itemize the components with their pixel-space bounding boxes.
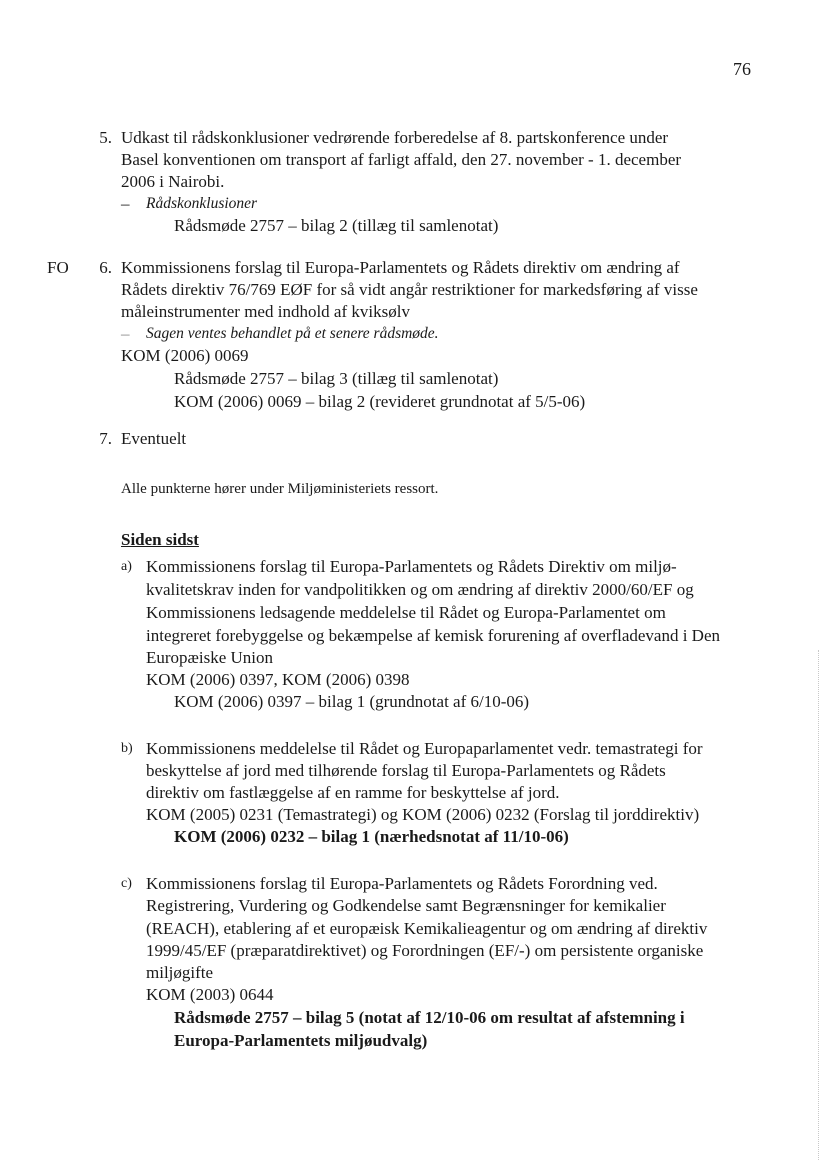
item-b-line-2: beskyttelse af jord med tilhørende forslag til Europa-Parlamentets og Rådets — [146, 761, 666, 780]
item-5-line-1: Udkast til rådskonklusioner vedrørende forberedelse af 8. partskonference under — [121, 128, 669, 147]
item-c-letter: c) — [121, 876, 132, 891]
item-b-sub: KOM (2006) 0232 – bilag 1 (nærhedsnotat af 11/10-06) — [174, 827, 569, 846]
item-b-line-1: Kommissionens meddelelse til Rådet og Europaparlamentet vedr. temastrategi for — [146, 739, 703, 758]
item-6-note: Sagen ventes behandlet på et senere rådsmøde. — [146, 325, 439, 342]
item-6-line-3: måleinstrumenter med indhold af kviksølv — [121, 302, 410, 321]
item-7-number: 7. — [99, 429, 112, 448]
item-6-margin-label: FO — [47, 258, 69, 277]
item-6-sub-1: Rådsmøde 2757 – bilag 3 (tillæg til samlenotat) — [174, 369, 499, 388]
item-a-kom: KOM (2006) 0397, KOM (2006) 0398 — [146, 670, 410, 689]
scan-edge-line — [818, 650, 819, 1160]
item-6-line-2: Rådets direktiv 76/769 EØF for så vidt angår restriktioner for markedsføring af visse — [121, 280, 698, 299]
item-5-line-3: 2006 i Nairobi. — [121, 172, 225, 191]
item-c-line-3: (REACH), etablering af et europæisk Kemikalieagentur og om ændring af direktiv — [146, 919, 708, 938]
item-6-number: 6. — [99, 258, 112, 277]
item-c-line-2: Registrering, Vurdering og Godkendelse samt Begrænsninger for kemikalier — [146, 896, 666, 915]
item-a-sub: KOM (2006) 0397 – bilag 1 (grundnotat af 6/10-06) — [174, 692, 530, 711]
item-6-line-1: Kommissionens forslag til Europa-Parlamentets og Rådets direktiv om ændring af — [121, 258, 680, 277]
item-5-note: Rådskonklusioner — [146, 195, 258, 212]
item-c-kom: KOM (2003) 0644 — [146, 985, 274, 1004]
item-a-line-1: Kommissionens forslag til Europa-Parlamentets og Rådets Direktiv om miljø- — [146, 557, 677, 576]
item-5-sub: Rådsmøde 2757 – bilag 2 (tillæg til samlenotat) — [174, 216, 499, 235]
item-c-sub-1: Rådsmøde 2757 – bilag 5 (notat af 12/10-06 om resultat af afstemning i — [174, 1008, 685, 1027]
item-a-letter: a) — [121, 559, 132, 574]
item-6-kom: KOM (2006) 0069 — [121, 346, 249, 365]
item-5-line-2: Basel konventionen om transport af farligt affald, den 27. november - 1. december — [121, 150, 682, 169]
item-6-sub-2: KOM (2006) 0069 – bilag 2 (revideret grundnotat af 5/5-06) — [174, 392, 586, 411]
ressort-note: Alle punkterne hører under Miljøministeriets ressort. — [121, 481, 439, 497]
section-heading: Siden sidst — [121, 530, 199, 549]
item-c-line-5: miljøgifte — [146, 963, 214, 982]
item-c-sub-2: Europa-Parlamentets miljøudvalg) — [174, 1031, 428, 1050]
item-a-line-2: kvalitetskrav inden for vandpolitikken og om ændring af direktiv 2000/60/EF og — [146, 580, 694, 599]
item-b-letter: b) — [121, 741, 133, 756]
item-a-line-3: Kommissionens ledsagende meddelelse til Rådet og Europa-Parlamentet om — [146, 603, 666, 622]
item-c-line-4: 1999/45/EF (præparatdirektivet) og Forordningen (EF/-) om persistente organiske — [146, 941, 704, 960]
item-7-text: Eventuelt — [121, 429, 187, 448]
item-a-line-4: integreret forebyggelse og bekæmpelse af kemisk forurening af overfladevand i Den — [146, 626, 721, 645]
page-number: 76 — [733, 59, 751, 79]
item-6-dash: – — [121, 324, 130, 343]
item-b-line-3: direktiv om fastlæggelse af en ramme for beskyttelse af jord. — [146, 783, 560, 802]
item-a-line-5: Europæiske Union — [146, 648, 274, 667]
item-5-dash: – — [121, 194, 130, 213]
item-c-line-1: Kommissionens forslag til Europa-Parlamentets og Rådets Forordning ved. — [146, 874, 658, 893]
item-b-kom: KOM (2005) 0231 (Temastrategi) og KOM (2006) 0232 (Forslag til jorddirektiv) — [146, 805, 700, 824]
item-5-number: 5. — [99, 128, 112, 147]
